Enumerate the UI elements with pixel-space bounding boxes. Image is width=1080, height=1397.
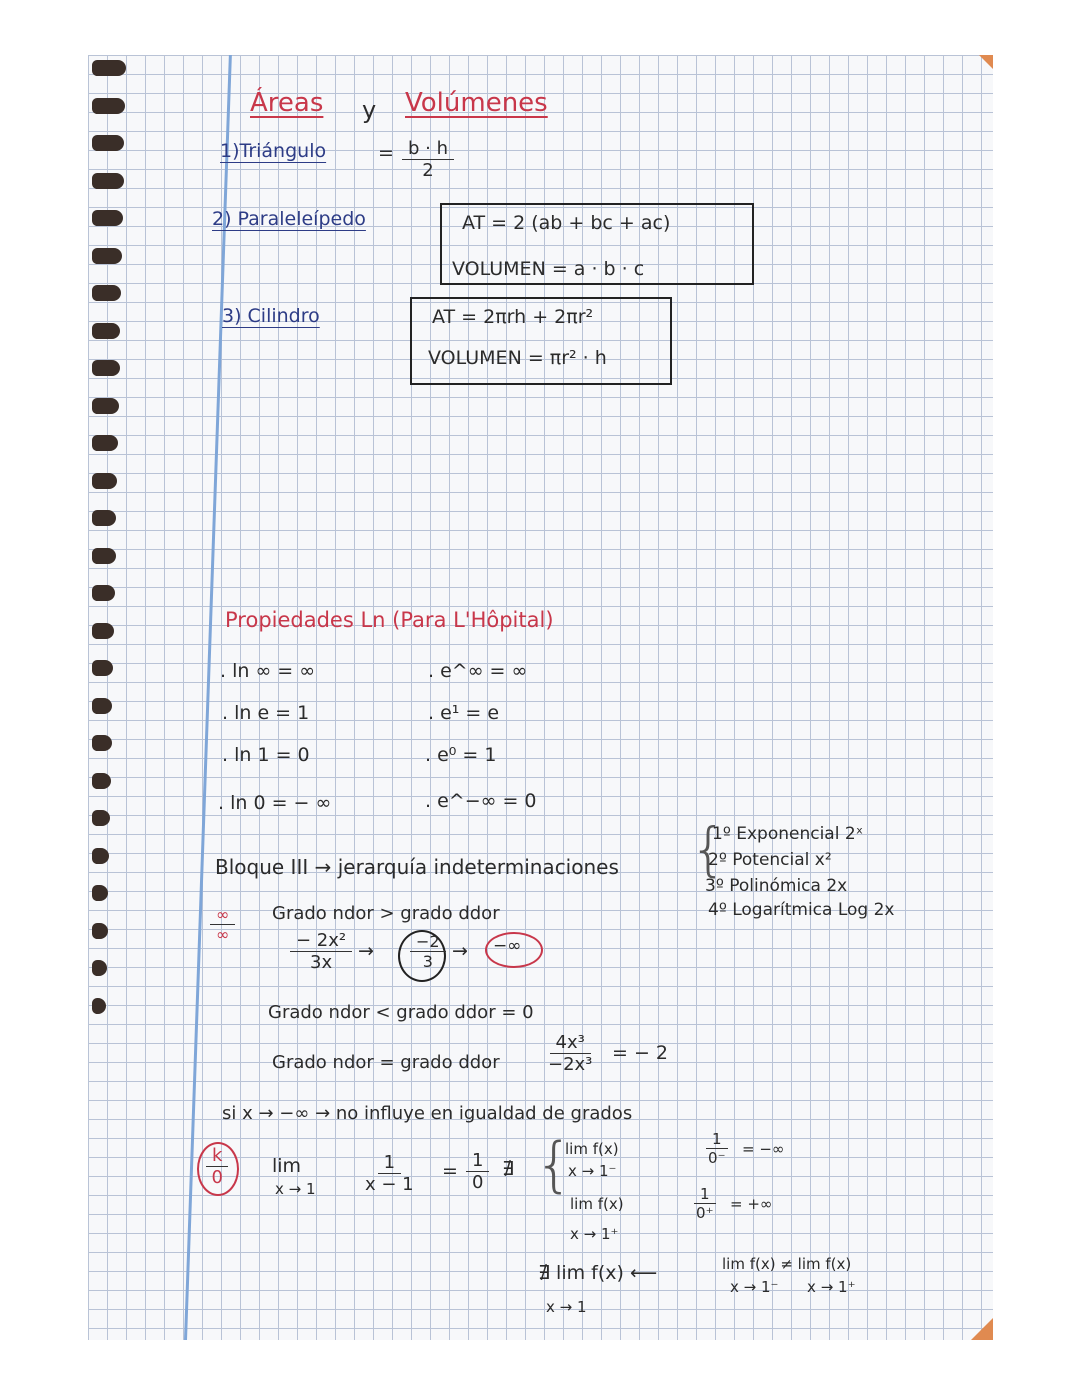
spiral-ring bbox=[92, 960, 107, 976]
denominator: 0⁻ bbox=[708, 1149, 726, 1167]
denominator: 3x bbox=[310, 952, 333, 973]
spiral-ring bbox=[92, 848, 109, 864]
case3-fraction bbox=[548, 1032, 592, 1075]
case-greater: Grado ndor > grado ddor bbox=[272, 903, 500, 924]
numerator: 1 bbox=[706, 1130, 728, 1149]
lim-sub: x → 1 bbox=[275, 1180, 316, 1198]
hierarchy-item: 4º Logarítmica Log 2x bbox=[708, 900, 895, 920]
case-less: Grado ndor < grado ddor = 0 bbox=[268, 1002, 534, 1023]
numerator: 1 bbox=[694, 1185, 716, 1204]
spiral-ring bbox=[92, 248, 122, 264]
cylinder-area: AT = 2πrh + 2πr² bbox=[432, 306, 594, 328]
spiral-ring bbox=[92, 210, 123, 226]
title-areas: Áreas bbox=[250, 88, 324, 118]
conclusion-right-sub: x → 1⁻ x → 1⁺ bbox=[730, 1278, 856, 1296]
exp-property: . e^∞ = ∞ bbox=[428, 660, 528, 682]
left-limit: lim f(x) bbox=[565, 1140, 619, 1158]
exp-property: . e¹ = e bbox=[428, 702, 500, 724]
spiral-ring bbox=[92, 735, 112, 751]
hierarchy-item: 3º Polinómica 2x bbox=[705, 876, 848, 896]
case1-result: −∞ bbox=[493, 936, 522, 956]
limit-fraction bbox=[365, 1152, 414, 1195]
numerator: 1 bbox=[378, 1152, 401, 1174]
numerator: b · h bbox=[402, 138, 454, 160]
hierarchy-item: 2º Potencial x² bbox=[708, 850, 832, 870]
denominator: −2x³ bbox=[548, 1054, 593, 1075]
case1-fraction bbox=[290, 930, 352, 973]
parallelepiped-area: AT = 2 (ab + bc + ac) bbox=[462, 212, 671, 234]
right-limit: lim f(x) bbox=[570, 1195, 624, 1213]
spiral-ring bbox=[92, 60, 126, 76]
numerator: ∞ bbox=[210, 905, 235, 925]
lim: lim bbox=[272, 1155, 302, 1177]
spiral-ring bbox=[92, 623, 114, 639]
cylinder-volume: VOLUMEN = πr² · h bbox=[428, 347, 607, 369]
spiral-ring bbox=[92, 135, 124, 151]
case3-result: = − 2 bbox=[612, 1042, 669, 1064]
spiral-ring bbox=[92, 773, 111, 789]
inf-over-inf-label bbox=[210, 905, 235, 944]
numerator: k bbox=[206, 1145, 228, 1167]
note: si x → −∞ → no influye en igualdad de grados bbox=[222, 1103, 633, 1124]
spiral-ring bbox=[92, 810, 110, 826]
brace: { bbox=[690, 815, 727, 883]
exp-property: . e⁰ = 1 bbox=[425, 744, 497, 766]
denominator: ∞ bbox=[216, 925, 230, 944]
spiral-ring bbox=[92, 585, 115, 601]
not-exists: ∄ bbox=[502, 1158, 515, 1180]
spiral-ring bbox=[92, 398, 119, 414]
bloque-title: Bloque III → jerarquía indeterminaciones bbox=[215, 855, 619, 879]
numerator: 4x³ bbox=[550, 1032, 591, 1054]
spiral-ring bbox=[92, 323, 120, 339]
spiral-ring bbox=[92, 698, 112, 714]
arrow: → bbox=[452, 940, 468, 962]
case-equal: Grado ndor = grado ddor bbox=[272, 1052, 500, 1073]
ln-property: . ln 1 = 0 bbox=[222, 744, 310, 766]
right-result: = +∞ bbox=[730, 1195, 773, 1213]
ln-title: Propiedades Ln (Para L'Hôpital) bbox=[225, 608, 554, 632]
parallelepiped-volume: VOLUMEN = a · b · c bbox=[452, 258, 645, 280]
page-corner bbox=[979, 55, 993, 69]
k-over-zero-label bbox=[206, 1145, 228, 1188]
parallelepiped-label: 2) Paraleleípedo bbox=[212, 208, 366, 230]
spiral-ring bbox=[92, 548, 116, 564]
denominator: 0 bbox=[211, 1167, 223, 1188]
spiral-ring bbox=[92, 510, 116, 526]
ln-property: . ln ∞ = ∞ bbox=[220, 660, 316, 682]
spiral-ring bbox=[92, 435, 118, 451]
ln-property: . ln e = 1 bbox=[222, 702, 310, 724]
title-volumenes: Volúmenes bbox=[405, 88, 548, 118]
left-result: = −∞ bbox=[742, 1140, 785, 1158]
spiral-ring bbox=[92, 285, 121, 301]
denominator: 0⁺ bbox=[696, 1204, 714, 1222]
page-corner bbox=[971, 1318, 993, 1340]
denominator: 3 bbox=[422, 952, 433, 971]
right-fraction bbox=[694, 1185, 716, 1222]
triangle-label: 1)Triángulo bbox=[220, 140, 327, 162]
spiral-ring bbox=[92, 360, 120, 376]
spiral-ring bbox=[92, 173, 124, 189]
numerator: 1 bbox=[466, 1150, 489, 1172]
denominator: x − 1 bbox=[365, 1174, 414, 1195]
case1-ratio bbox=[410, 932, 446, 971]
denominator: 2 bbox=[422, 160, 434, 181]
numerator: − 2x² bbox=[290, 930, 352, 952]
spiral-ring bbox=[92, 660, 113, 676]
equals: = bbox=[442, 1160, 458, 1182]
denominator: 0 bbox=[472, 1172, 484, 1193]
title-y: y bbox=[362, 96, 377, 124]
left-fraction bbox=[706, 1130, 728, 1167]
spiral-ring bbox=[92, 98, 125, 114]
hierarchy-item: 1º Exponencial 2ˣ bbox=[712, 824, 864, 844]
left-limit-sub: x → 1⁻ bbox=[568, 1162, 617, 1180]
equals: = bbox=[378, 142, 394, 164]
spiral-ring bbox=[92, 998, 106, 1014]
triangle-formula bbox=[402, 138, 454, 181]
cylinder-label: 3) Cilindro bbox=[222, 305, 320, 327]
spiral-ring bbox=[92, 923, 108, 939]
right-limit-sub: x → 1⁺ bbox=[570, 1225, 619, 1243]
spiral-ring bbox=[92, 473, 117, 489]
ln-property: . ln 0 = − ∞ bbox=[218, 792, 332, 814]
conclusion-sub: x → 1 bbox=[546, 1298, 587, 1316]
arrow: → bbox=[358, 940, 374, 962]
conclusion: ∄ lim f(x) ⟵ bbox=[538, 1262, 658, 1284]
exp-property: . e^−∞ = 0 bbox=[425, 790, 537, 812]
conclusion-right: lim f(x) ≠ lim f(x) bbox=[722, 1255, 852, 1273]
brace: { bbox=[535, 1130, 574, 1200]
numerator: −2 bbox=[410, 932, 446, 952]
one-over-zero bbox=[466, 1150, 489, 1193]
